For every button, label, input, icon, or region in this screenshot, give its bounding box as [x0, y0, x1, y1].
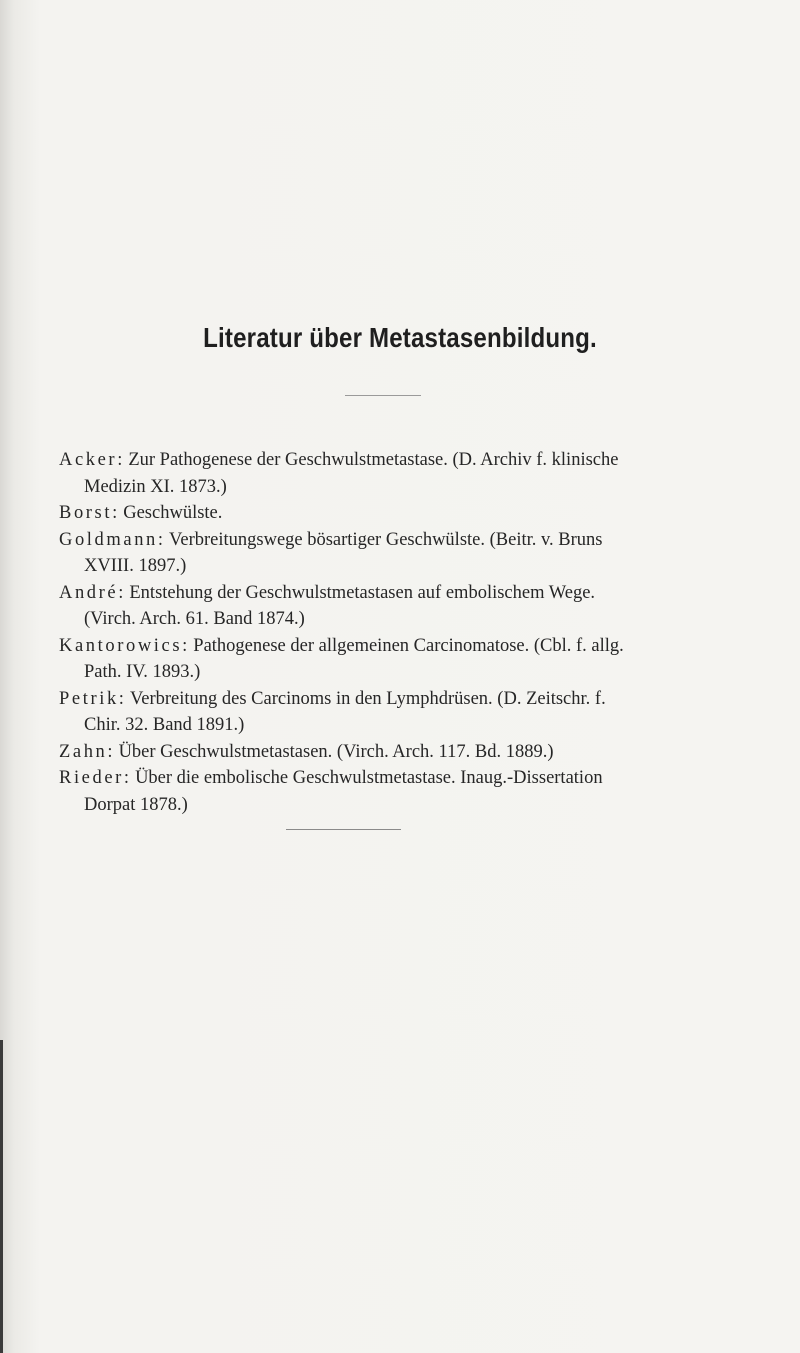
reference-text: Entstehung der Geschwulstmetastasen auf embolischem Wege.: [129, 582, 596, 603]
reference-text: Zur Pathogenese der Geschwulstmetastase. (D. Archiv f. klinische: [128, 450, 619, 470]
reference-item: Kantorowics: Pathogenese der allgemeinen Carcinomatose. (Cbl. f. allg. Path. IV. 1893.): [59, 635, 624, 682]
reference-item: Goldmann: Verbreitungswege bösartiger Geschwülste. (Beitr. v. Bruns XVIII. 1897.): [59, 529, 603, 576]
reference-text: Verbreitungswege bösartiger Geschwülste. (Beitr. v. Bruns: [169, 529, 603, 550]
reference-text-continued: Medizin XI. 1873.): [84, 476, 227, 497]
reference-author: Borst: [59, 503, 113, 523]
reference-list: [59, 447, 659, 818]
reference-text-continued: Path. IV. 1893.): [84, 662, 201, 682]
reference-author: Rieder: [59, 768, 124, 788]
page-title: Literatur über Metastasenbildung.: [203, 322, 597, 353]
reference-author: Petrik: [59, 688, 119, 709]
reference-item: Zahn: Über Geschwulstmetastasen. (Virch. Arch. 117. Bd. 1889.): [59, 741, 554, 762]
reference-author: André: [59, 582, 119, 603]
page-edge-shadow: [0, 1040, 3, 1353]
closing-divider: [286, 829, 401, 830]
reference-text-continued: XVIII. 1897.): [84, 556, 187, 576]
reference-text: Pathogenese der allgemeinen Carcinomatose. (Cbl. f. allg.: [193, 635, 624, 656]
reference-text: Verbreitung des Carcinoms in den Lymphdrüsen. (D. Zeitschr. f.: [129, 688, 606, 709]
reference-item: Borst: Geschwülste.: [59, 503, 223, 523]
reference-item: André: Entstehung der Geschwulstmetastasen auf embolischem Wege. (Virch. Arch. 61. Band 1874.): [59, 582, 596, 629]
reference-text-continued: (Virch. Arch. 61. Band 1874.): [84, 609, 305, 629]
reference-text-continued: Chir. 32. Band 1891.): [84, 715, 245, 735]
reference-text: Über die embolische Geschwulstmetastase. Inaug.-Dissertation: [135, 768, 603, 788]
reference-text: Geschwülste.: [123, 503, 223, 523]
reference-author: Acker: [59, 450, 118, 470]
reference-author: Goldmann: [59, 529, 158, 550]
reference-text: Über Geschwulstmetastasen. (Virch. Arch. 117. Bd. 1889.): [118, 741, 554, 762]
reference-author: Kantorowics: [59, 635, 183, 656]
title-divider: [345, 395, 421, 396]
reference-item: Petrik: Verbreitung des Carcinoms in den Lymphdrüsen. (D. Zeitschr. f. Chir. 32. Band 1891.): [59, 688, 606, 735]
reference-item: Acker: Zur Pathogenese der Geschwulstmetastase. (D. Archiv f. klinische Medizin XI. 1873.): [59, 450, 619, 497]
reference-author: Zahn: [59, 741, 108, 762]
reference-text-continued: Dorpat 1878.): [84, 794, 188, 815]
reference-item: Rieder: Über die embolische Geschwulstmetastase. Inaug.-Dissertation Dorpat 1878.): [59, 768, 603, 815]
